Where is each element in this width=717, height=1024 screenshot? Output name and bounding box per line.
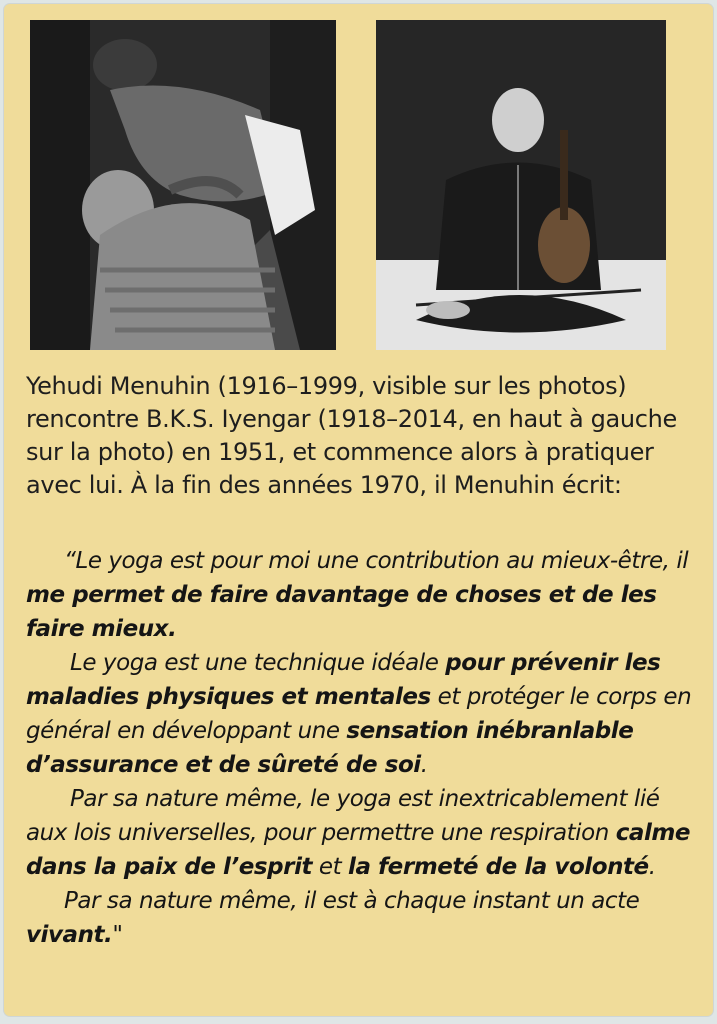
quote-text: “Le yoga est pour moi une contribution au mieux-être, il (64, 548, 689, 574)
quote-text: Le yoga est une technique idéale (70, 650, 446, 676)
quote-emphasis: calme dans la paix de l’esprit (26, 820, 691, 880)
intro-paragraph: Yehudi Menuhin (1916–1999, visible sur les photos) rencontre B.K.S. Iyengar (1918–2014, en haut à gauche sur la photo) en 1951, et commence alors à pratiquer avec lui. À la fin des années 1970, il Menuhin écrit: (26, 372, 677, 499)
quote-emphasis: pour prévenir les maladies physiques et mentales (26, 650, 661, 710)
quote-paragraph-3 (26, 782, 706, 884)
photo-menuhin-violin (376, 20, 666, 350)
menuhin-quote (26, 544, 706, 952)
quote-card (4, 4, 713, 1016)
photo-iyengar-menuhin-illustration (30, 20, 336, 350)
quote-text: et protéger le corps en général en développant une (26, 684, 692, 744)
quote-text: Par sa nature même, le yoga est inextricablement lié aux lois universelles, pour permettre une respiration (26, 786, 660, 846)
quote-text: . (648, 854, 656, 880)
quote-paragraph-1 (26, 544, 706, 646)
quote-text: et (312, 854, 349, 880)
quote-emphasis: vivant. (26, 922, 113, 948)
quote-emphasis: la fermeté de la volonté (348, 854, 649, 880)
photo-iyengar-menuhin (30, 20, 336, 350)
quote-emphasis: sensation inébranlable d’assurance et de sûreté de soi (26, 718, 634, 778)
photo-menuhin-violin-illustration (376, 20, 666, 350)
quote-text: . (420, 752, 428, 778)
quote-text: Par sa nature même, il est à chaque instant un acte (64, 888, 640, 914)
quote-paragraph-2 (26, 646, 706, 782)
quote-emphasis: me permet de faire davantage de choses et de les faire mieux. (26, 582, 657, 642)
quote-text: " (112, 922, 123, 948)
quote-paragraph-4 (26, 884, 706, 952)
